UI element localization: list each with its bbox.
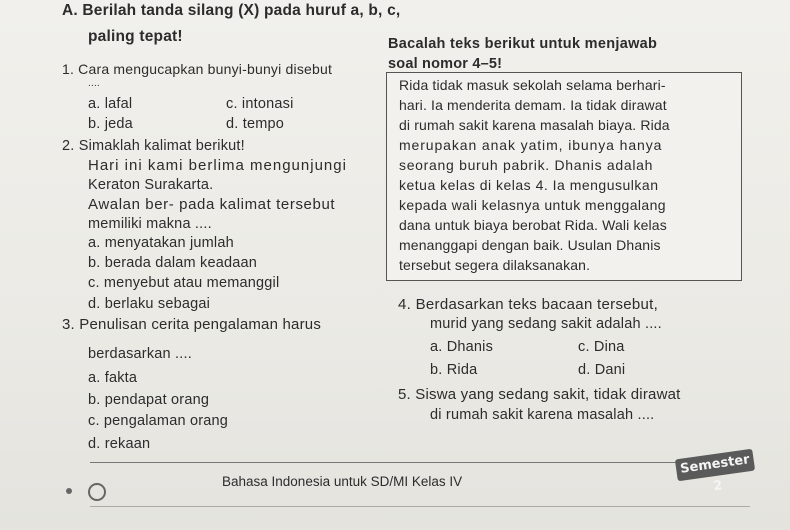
question-2-sentence-line-2: Keraton Surakarta. (88, 177, 214, 193)
question-4-option-c[interactable]: c. Dina (578, 339, 625, 355)
question-3-option-d[interactable]: d. rekaan (88, 436, 151, 452)
question-4-option-b[interactable]: b. Rida (430, 362, 478, 378)
dot-icon (66, 488, 72, 494)
reading-passage-box (386, 72, 742, 281)
question-3-option-a[interactable]: a. fakta (88, 370, 138, 386)
passage-line: seorang buruh pabrik. Dhanis adalah (399, 157, 654, 173)
passage-line: di rumah sakit karena masalah biaya. Rida (399, 117, 670, 133)
reading-instruction-continued: soal nomor 4–5! (388, 56, 503, 72)
footer-book-title: Bahasa Indonesia untuk SD/MI Kelas IV (222, 474, 463, 489)
passage-line: menanggapi dengan baik. Usulan Dhanis (399, 237, 661, 253)
passage-line: merupakan anak yatim, ibunya hanya (399, 137, 663, 153)
footer-bottom-divider (90, 506, 750, 507)
question-2-option-d[interactable]: d. berlaku sebagai (88, 296, 211, 312)
question-5-stem-line-2: di rumah sakit karena masalah .... (430, 407, 655, 423)
question-2-stem-line-1: 2. Simaklah kalimat berikut! (62, 138, 245, 154)
question-4-stem-line-1: 4. Berdasarkan teks bacaan tersebut, (398, 296, 659, 313)
question-2-stem-line-3: memiliki makna .... (88, 216, 212, 232)
question-2-stem-line-2: Awalan ber- pada kalimat tersebut (88, 196, 336, 213)
question-4-stem-line-2: murid yang sedang sakit adalah .... (430, 316, 662, 332)
question-3-option-b[interactable]: b. pendapat orang (88, 392, 210, 408)
question-1-option-d[interactable]: d. tempo (226, 116, 285, 132)
footer-divider (90, 462, 750, 463)
passage-line: dana untuk biaya berobat Rida. Wali kelas (399, 217, 667, 233)
question-2-option-a[interactable]: a. menyatakan jumlah (88, 235, 234, 251)
question-1-dots: .... (88, 78, 100, 89)
passage-line: tersebut segera dilaksanakan. (399, 257, 591, 273)
question-1-option-c[interactable]: c. intonasi (226, 96, 294, 112)
question-1-option-b[interactable]: b. jeda (88, 116, 133, 132)
question-2-option-c[interactable]: c. menyebut atau memanggil (88, 275, 280, 291)
circle-icon (88, 483, 106, 501)
semester-badge: Semester 2 (675, 449, 755, 482)
question-2-option-b[interactable]: b. berada dalam keadaan (88, 255, 258, 271)
question-3-stem-line-1: 3. Penulisan cerita pengalaman harus (62, 316, 322, 333)
question-5-stem-line-1: 5. Siswa yang sedang sakit, tidak dirawat (398, 386, 681, 403)
question-1-stem: 1. Cara mengucapkan bunyi-bunyi disebut (62, 61, 333, 77)
section-title: A. Berilah tanda silang (X) pada huruf a, b, c, (62, 2, 401, 19)
question-3-option-c[interactable]: c. pengalaman orang (88, 413, 229, 429)
passage-line: hari. Ia menderita demam. Ia tidak dirawat (399, 97, 667, 113)
question-1-option-a[interactable]: a. lafal (88, 96, 133, 112)
question-4-option-d[interactable]: d. Dani (578, 362, 626, 378)
reading-instruction: Bacalah teks berikut untuk menjawab (388, 36, 658, 52)
passage-line: kepada wali kelasnya untuk menggalang (399, 197, 666, 213)
section-title-continued: paling tepat! (88, 28, 183, 45)
question-4-option-a[interactable]: a. Dhanis (430, 339, 494, 355)
question-3-stem-line-2: berdasarkan .... (88, 346, 192, 362)
passage-line: ketua kelas di kelas 4. Ia mengusulkan (399, 177, 659, 193)
question-2-sentence-line-1: Hari ini kami berlima mengunjungi (88, 157, 347, 174)
passage-line: Rida tidak masuk sekolah selama berhari- (399, 77, 666, 93)
